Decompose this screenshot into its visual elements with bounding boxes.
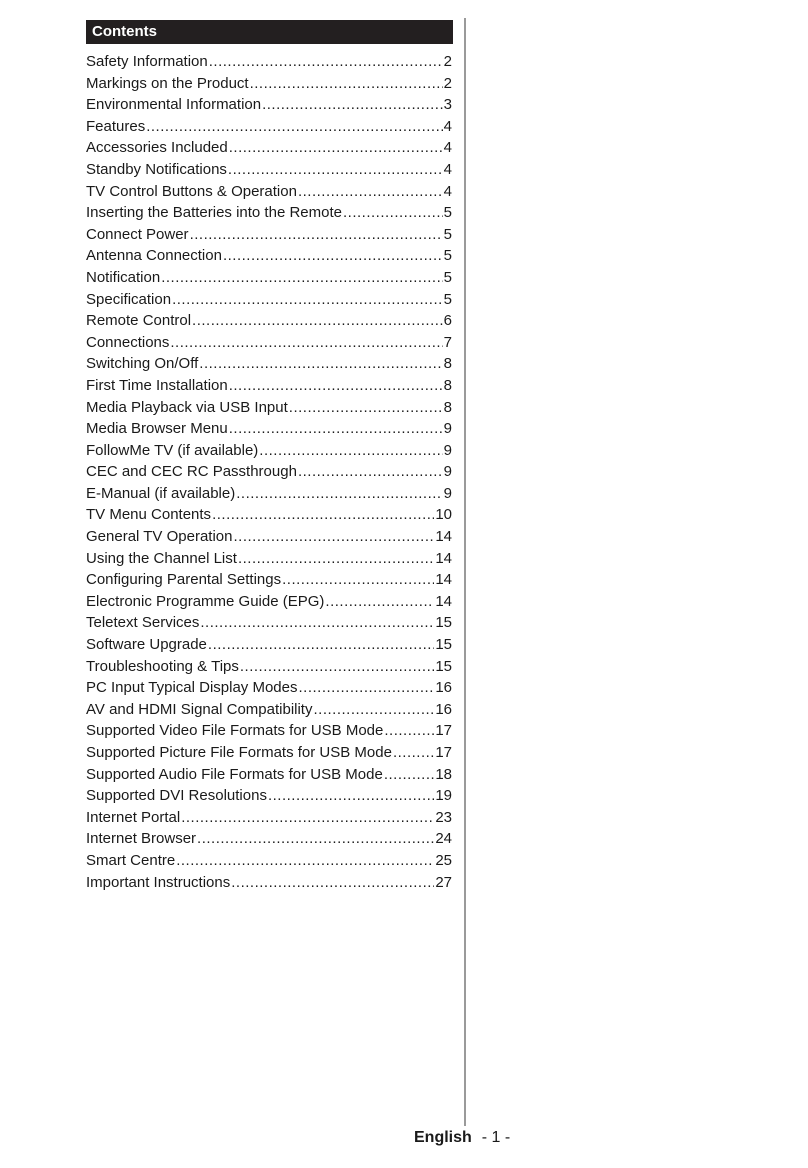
dot-leader [176, 850, 434, 872]
dot-leader [289, 397, 443, 419]
toc-entry-title: Software Upgrade [86, 636, 207, 654]
toc-entry-page: 10 [435, 506, 452, 524]
toc-entry[interactable] [86, 548, 452, 570]
toc-entry-page: 17 [435, 722, 452, 740]
toc-entry-title: Accessories Included [86, 139, 228, 157]
toc-entry-title: Supported Audio File Formats for USB Mode [86, 765, 383, 783]
dot-leader [240, 656, 434, 678]
toc-entry-title: Supported Picture File Formats for USB Mode [86, 744, 392, 761]
toc-entry-page: 24 [435, 830, 452, 848]
toc-entry-page: 5 [443, 247, 452, 265]
dot-leader [233, 526, 434, 548]
toc-entry-title: Configuring Parental Settings [86, 571, 282, 589]
toc-entry-title: Important Instructions [86, 873, 231, 891]
dot-leader [384, 720, 434, 742]
toc-entry[interactable] [86, 310, 452, 332]
toc-entry-page: 4 [443, 182, 452, 200]
dot-leader [212, 504, 434, 526]
toc-entry-page: 4 [443, 139, 452, 157]
toc-entry[interactable] [86, 224, 452, 246]
toc-entry-title: Teletext Services [86, 614, 200, 632]
toc-entry-page: 23 [435, 808, 452, 826]
toc-entry[interactable] [86, 612, 452, 634]
toc-entry-page: 18 [435, 765, 452, 783]
toc-entry-page: 5 [443, 290, 452, 308]
dot-leader [199, 353, 442, 375]
toc-entry-title: PC Input Typical Display Modes [86, 679, 298, 697]
toc-entry[interactable] [86, 245, 452, 267]
toc-entry[interactable] [86, 850, 452, 872]
column-divider [464, 18, 466, 1126]
toc-entry[interactable] [86, 51, 452, 73]
toc-entry-page: 2 [443, 74, 452, 92]
dot-leader [172, 289, 443, 311]
toc-entry-title: Features [86, 117, 146, 135]
dot-leader [209, 51, 443, 73]
toc-entry-title: Standby Notifications [86, 160, 227, 178]
toc-entry-page: 15 [435, 636, 452, 654]
toc-entry[interactable] [86, 375, 452, 397]
dot-leader [228, 159, 443, 181]
toc-entry-page: 6 [443, 312, 452, 330]
dot-leader [250, 73, 443, 95]
toc-entry[interactable] [86, 828, 452, 850]
toc-entry[interactable] [86, 461, 452, 483]
page-footer [414, 1128, 510, 1148]
dot-leader [259, 440, 442, 462]
dot-leader [223, 245, 443, 267]
toc-entry-page: 8 [443, 398, 452, 416]
toc-entry-title: FollowMe TV (if available) [86, 441, 259, 459]
dot-leader [299, 677, 435, 699]
footer-page-number: - 1 - [481, 1129, 511, 1146]
dot-leader [262, 94, 443, 116]
dot-leader [200, 612, 434, 634]
toc-entry[interactable] [86, 267, 452, 289]
toc-entry-page: 9 [443, 463, 452, 481]
dot-leader [298, 181, 443, 203]
toc-entry-page: 9 [443, 420, 452, 438]
toc-entry-title: Smart Centre [86, 851, 176, 869]
toc-entry[interactable] [86, 677, 452, 699]
toc-entry-title: Markings on the Product [86, 74, 249, 92]
toc-entry[interactable] [86, 699, 452, 721]
dot-leader [282, 569, 434, 591]
toc-entry[interactable] [86, 569, 452, 591]
toc-entry-title: Media Browser Menu [86, 420, 228, 438]
toc-entry[interactable] [86, 720, 452, 742]
toc-entry[interactable] [86, 332, 452, 354]
toc-entry-page: 14 [435, 592, 452, 610]
dot-leader [238, 548, 434, 570]
dot-leader [231, 872, 434, 894]
dot-leader [236, 483, 442, 505]
toc-entry-title: E-Manual (if available) [86, 484, 236, 502]
toc-entry-title: Connections [86, 333, 170, 351]
toc-entry-title: AV and HDMI Signal Compatibility [86, 700, 313, 718]
dot-leader [229, 418, 443, 440]
toc-entry-page: 9 [443, 484, 452, 502]
toc-entry-page: 5 [443, 204, 452, 222]
footer-language: English [414, 1129, 472, 1146]
toc-entry[interactable] [86, 591, 452, 613]
toc-entry-title: Supported DVI Resolutions [86, 787, 267, 805]
toc-entry[interactable] [86, 656, 452, 678]
table-of-contents [86, 51, 452, 893]
toc-entry[interactable] [86, 526, 452, 548]
toc-entry[interactable] [86, 764, 452, 786]
toc-entry[interactable] [86, 634, 452, 656]
toc-entry[interactable] [86, 289, 452, 311]
toc-entry-title: Using the Channel List [86, 549, 237, 567]
toc-entry[interactable] [86, 181, 452, 203]
dot-leader [197, 828, 434, 850]
dot-leader [181, 807, 434, 829]
dot-leader [229, 137, 443, 159]
toc-entry-title: Internet Portal [86, 808, 181, 826]
toc-entry-title: Connect Power [86, 225, 189, 243]
toc-entry-page: 15 [435, 614, 452, 632]
toc-entry-title: Safety Information [86, 53, 208, 70]
dot-leader [325, 591, 434, 613]
dot-leader [161, 267, 442, 289]
toc-entry-title: Environmental Information [86, 96, 262, 114]
toc-entry-page: 8 [443, 355, 452, 373]
toc-entry-title: Antenna Connection [86, 247, 222, 265]
toc-entry[interactable] [86, 94, 452, 116]
toc-entry-page: 25 [435, 851, 452, 869]
toc-entry-title: Notification [86, 268, 161, 286]
toc-entry-page: 2 [443, 53, 452, 70]
dot-leader [343, 202, 443, 224]
toc-entry[interactable] [86, 785, 452, 807]
toc-entry[interactable] [86, 440, 452, 462]
toc-entry[interactable] [86, 353, 452, 375]
toc-entry-page: 19 [435, 787, 452, 805]
toc-entry[interactable] [86, 807, 452, 829]
dot-leader [229, 375, 443, 397]
toc-entry-page: 14 [435, 549, 452, 567]
toc-entry[interactable] [86, 202, 452, 224]
dot-leader [393, 742, 434, 764]
dot-leader [268, 785, 434, 807]
toc-entry[interactable] [86, 504, 452, 526]
toc-entry-title: General TV Operation [86, 528, 233, 546]
toc-entry-page: 16 [435, 679, 452, 697]
toc-entry-title: Internet Browser [86, 830, 197, 848]
toc-entry-title: Specification [86, 290, 172, 308]
dot-leader [384, 764, 435, 786]
toc-entry-title: CEC and CEC RC Passthrough [86, 463, 297, 481]
toc-entry[interactable] [86, 872, 452, 894]
toc-entry-title: Media Playback via USB Input [86, 398, 288, 416]
toc-entry-page: 9 [443, 441, 452, 459]
toc-entry-title: Supported Video File Formats for USB Mode [86, 722, 384, 740]
toc-entry[interactable] [86, 137, 452, 159]
toc-entry-page: 15 [435, 657, 452, 675]
toc-entry-page: 8 [443, 376, 452, 394]
toc-entry-title: Electronic Programme Guide (EPG) [86, 592, 325, 610]
toc-entry-page: 14 [435, 571, 452, 589]
toc-entry-title: Troubleshooting & Tips [86, 657, 239, 675]
toc-entry[interactable] [86, 159, 452, 181]
toc-entry-title: Inserting the Batteries into the Remote [86, 204, 342, 222]
toc-entry-title: TV Menu Contents [86, 506, 212, 524]
toc-entry-page: 4 [443, 160, 452, 178]
toc-entry-page: 7 [443, 333, 452, 351]
toc-entry[interactable] [86, 397, 452, 419]
dot-leader [170, 332, 442, 354]
toc-entry-page: 14 [435, 528, 452, 546]
dot-leader [298, 461, 443, 483]
toc-entry-title: Remote Control [86, 312, 192, 330]
toc-entry-title: Switching On/Off [86, 355, 199, 373]
toc-entry[interactable] [86, 418, 452, 440]
contents-heading: Contents [86, 20, 453, 44]
toc-entry-page: 3 [443, 96, 452, 114]
dot-leader [208, 634, 434, 656]
toc-entry[interactable] [86, 116, 452, 138]
dot-leader [146, 116, 442, 138]
toc-entry-title: First Time Installation [86, 376, 228, 394]
toc-entry[interactable] [86, 73, 452, 95]
toc-entry[interactable] [86, 483, 452, 505]
toc-entry-title: TV Control Buttons & Operation [86, 182, 297, 200]
toc-entry-page: 5 [443, 225, 452, 243]
toc-entry[interactable] [86, 742, 452, 764]
dot-leader [313, 699, 434, 721]
toc-entry-page: 16 [435, 700, 452, 718]
dot-leader [190, 224, 443, 246]
toc-entry-page: 27 [435, 873, 452, 891]
toc-entry-page: 17 [435, 744, 452, 761]
toc-entry-page: 5 [443, 268, 452, 286]
toc-entry-page: 4 [443, 117, 452, 135]
dot-leader [192, 310, 443, 332]
